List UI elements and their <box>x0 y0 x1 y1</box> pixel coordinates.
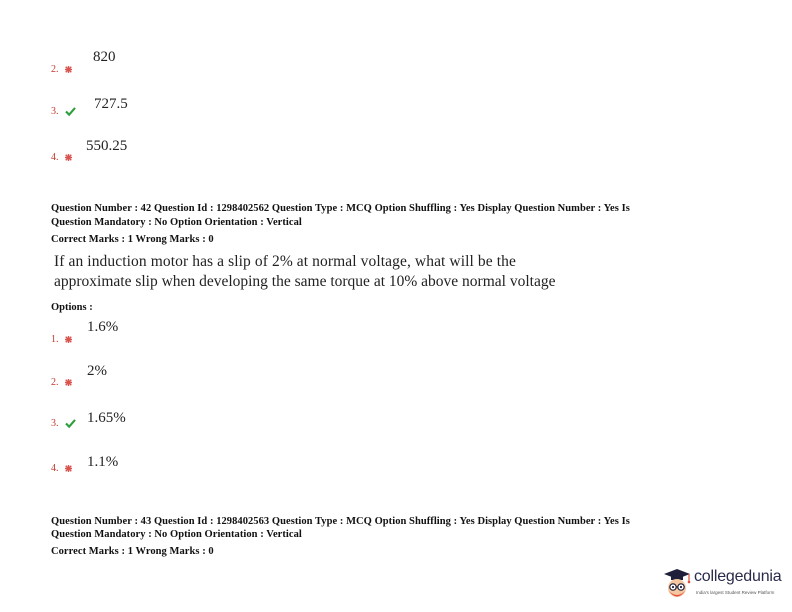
option-text: 1.65% <box>87 410 126 426</box>
question-marks: Correct Marks : 1 Wrong Marks : 0 <box>51 546 214 557</box>
wrong-mark-icon <box>65 154 72 161</box>
option-text: 1.6% <box>87 319 119 335</box>
options-label: Options : <box>51 302 93 313</box>
option-text: 727.5 <box>94 96 128 112</box>
option-number: 2. <box>51 64 72 75</box>
question-meta-line2: Question Mandatory : No Option Orientation : Vertical <box>51 529 302 540</box>
check-mark-icon <box>65 419 76 428</box>
logo-wordmark: collegedunia <box>694 568 782 585</box>
option-number: 4. <box>51 463 72 474</box>
wrong-mark-icon <box>65 379 72 386</box>
option-number: 1. <box>51 334 72 345</box>
option-number: 2. <box>51 377 72 388</box>
option-number: 3. <box>51 106 76 117</box>
question-text-line1: If an induction motor has a slip of 2% at normal voltage, what will be the <box>54 253 516 270</box>
option-text: 820 <box>93 49 116 65</box>
logo-tagline: India's largest Student Review Platform <box>696 590 775 595</box>
graduate-mascot-icon <box>660 566 694 602</box>
question-text-line2: approximate slip when developing the same torque at 10% above normal voltage <box>54 273 556 290</box>
option-text: 1.1% <box>87 454 119 470</box>
collegedunia-logo <box>660 564 788 604</box>
check-mark-icon <box>65 107 76 116</box>
question-meta-line1: Question Number : 43 Question Id : 1298402563 Question Type : MCQ Option Shuffling : Yes Display Question Number : Yes Is <box>51 516 630 527</box>
option-text: 550.25 <box>86 138 128 154</box>
question-marks: Correct Marks : 1 Wrong Marks : 0 <box>51 234 214 245</box>
wrong-mark-icon <box>65 336 72 343</box>
option-number: 4. <box>51 152 72 163</box>
option-number: 3. <box>51 418 76 429</box>
wrong-mark-icon <box>65 465 72 472</box>
question-meta-line2: Question Mandatory : No Option Orientation : Vertical <box>51 217 302 228</box>
wrong-mark-icon <box>65 66 72 73</box>
question-meta-line1: Question Number : 42 Question Id : 1298402562 Question Type : MCQ Option Shuffling : Yes Display Question Number : Yes Is <box>51 203 630 214</box>
option-text: 2% <box>87 363 107 379</box>
